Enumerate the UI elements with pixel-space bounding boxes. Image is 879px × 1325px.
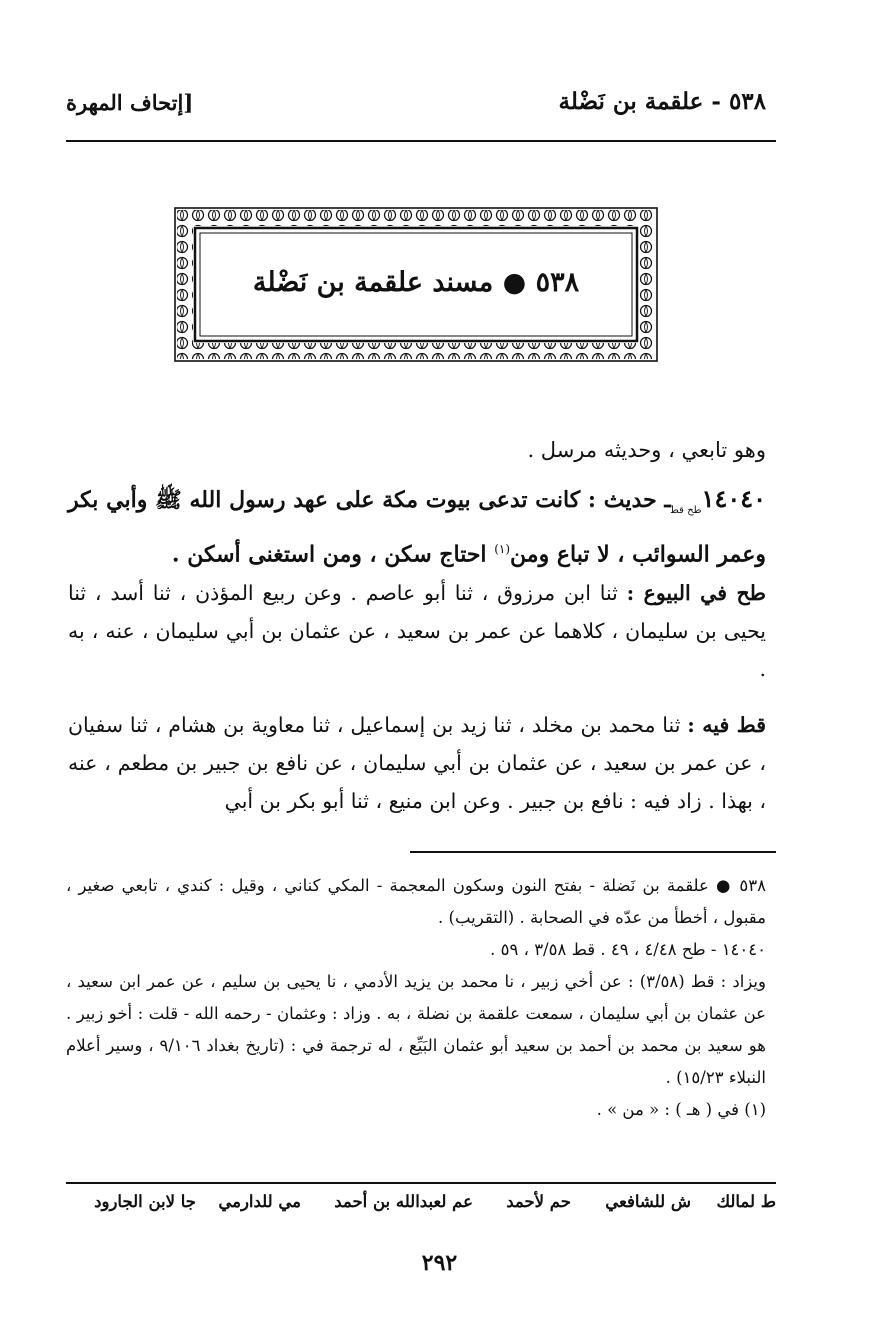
legend-item: ط لمالك [716, 1192, 776, 1211]
ornamental-frame [174, 207, 658, 362]
hadith-number: ١٤٠٤٠ [701, 484, 766, 513]
isnad-text: ثنا محمد بن مخلد ، ثنا زيد بن إسماعيل ، ثنا معاوية بن هشام ، ثنا سفيان ، عن عمر بن سعيد ، عن عثمان بن أبي سليمان ، عن نافع بن جبير بن مطعم ، عنه ، بهذا . زاد فيه : نافع بن جبير . وعن ابن منيع ، ثنا أبو بكر بن أبي [68, 713, 766, 813]
footnote-addition: ويزاد : قط (٣/٥٨) : عن أخي زبير ، نا محمد بن يزيد الأدمي ، نا يحيى بن سليم ، عن عمر ابن سعيد ، عن عثمان بن أبي سليمان ، سمعت علقمة بن نضلة ، به . وزاد : وعثمان - رحمه الله - قلت : أخو زبير . هو سعيد بن محمد بن أحمد بن سعيد أبو عثمان البَيِّع ، له ترجمة في : (تاريخ بغداد ٩/١٠٦ ، وسير أعلام النبلاء ١٥/٢٣) . [66, 972, 766, 1087]
legend-item: مي للدارمي [218, 1192, 301, 1211]
footnote-sources: ١٤٠٤٠ - طح ٤/٤٨ ، ٤٩ . قط ٣/٥٨ ، ٥٩ . [490, 940, 766, 959]
legend-item: ش للشافعي [605, 1192, 691, 1211]
footnote-variant: (١) في ( هـ ) : « من » . [596, 1100, 766, 1119]
source-lead: طح في البيوع : [626, 581, 766, 605]
source-lead: قط فيه : [687, 713, 767, 737]
hadith-text [68, 480, 766, 573]
hadith-body: ـ حديث : كانت تدعى بيوت مكة على عهد رسول الله ﷺ وأبي بكر وعمر السوائب ، لا تباع ومن [68, 487, 766, 568]
legend-item: جا لابن الجارود [94, 1192, 196, 1211]
isnad-text: ثنا ابن مرزوق ، ثنا أبو عاصم . وعن ربيع المؤذن ، ثنا أسد ، ثنا يحيى بن سليمان ، كلاهما عن عمر بن سعيد ، عن عثمان بن أبي سليمان ، عنه ، به . [68, 581, 766, 681]
abbreviation-legend [66, 1192, 776, 1222]
footnote-rule [410, 851, 776, 853]
legend-rule [66, 1182, 776, 1184]
chapter-heading: ٥٣٨ - علقمة بن نَضْلة [558, 88, 766, 115]
legend-item: حم لأحمد [506, 1192, 571, 1211]
book-title: [إتحاف المهرة [66, 90, 194, 115]
page-number: ٢٩٢ [421, 1250, 458, 1276]
footnotes [66, 870, 766, 1126]
hadith-tag: طح قط [670, 505, 702, 516]
hadith-body-end: احتاج سكن ، ومن استغنى أسكن . [171, 541, 495, 568]
header-rule [66, 140, 776, 142]
running-header [66, 88, 766, 124]
intro-line: وهو تابعي ، وحديثه مرسل . [527, 438, 766, 462]
musnad-title: ٥٣٨ ● مسند علقمة بن نَضْلة [252, 267, 580, 298]
isnad-paragraph-tahawi [68, 574, 766, 688]
footnote-ref: (١) [494, 542, 511, 556]
footnote-biography: ٥٣٨ ● علقمة بن نَضلة - بفتح النون وسكون المعجمة - المكي كناني ، وقيل : كندي ، تابعي صغير ، مقبول ، أخطأ من عدّه في الصحابة . (التقريب) . [66, 876, 766, 927]
legend-item: عم لعبدالله بن أحمد [334, 1192, 473, 1211]
isnad-paragraph-daraqutni [68, 706, 766, 820]
